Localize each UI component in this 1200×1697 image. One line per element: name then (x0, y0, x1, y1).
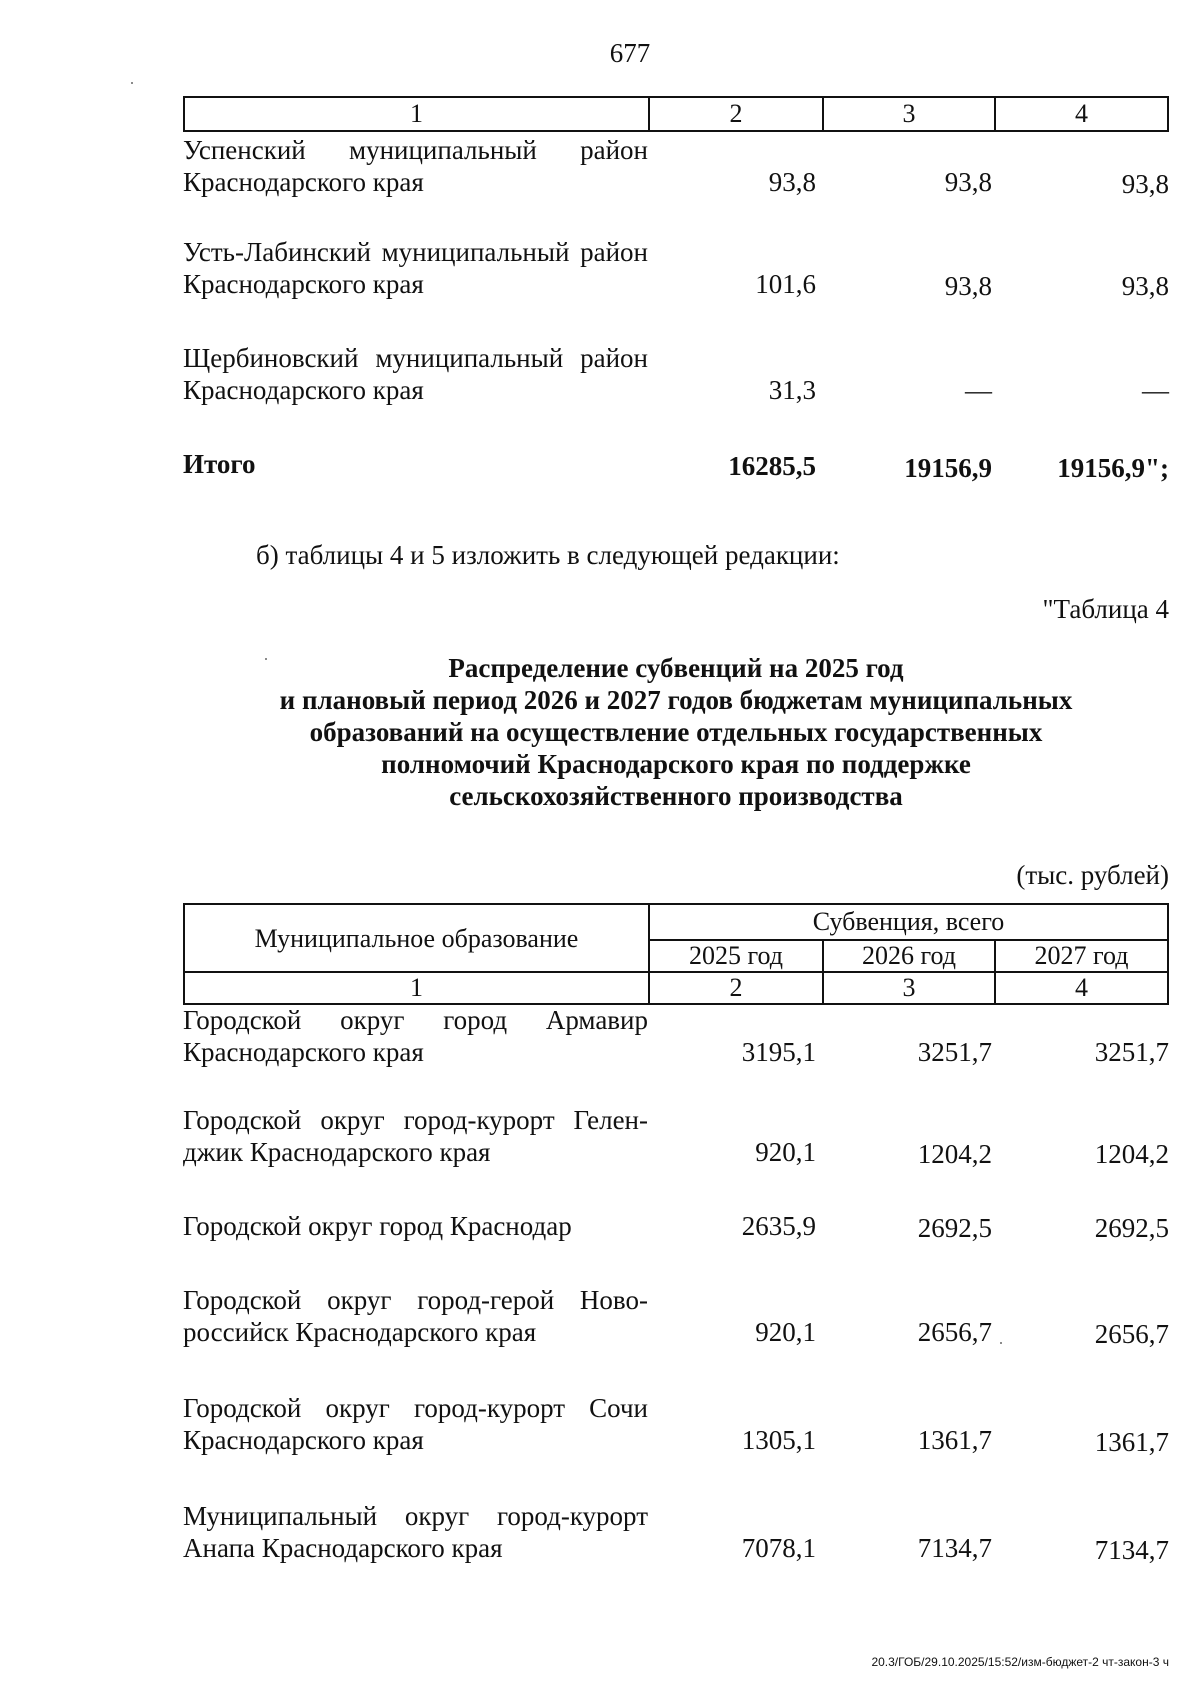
value-2025: 1305,1 (741, 1425, 816, 1455)
municipality-name: Успенский муниципальный район Краснодарского края (183, 135, 648, 197)
value-2027: 93,8 (1121, 271, 1169, 301)
total-label: Итого (183, 449, 256, 479)
value-2026: 2656,7 (917, 1317, 992, 1347)
total-row (183, 448, 1169, 482)
document-footer: 20.3/ГОБ/29.10.2025/15:52/изм-бюджет-2 чт-закон-3 ч (871, 1655, 1169, 1669)
value-2026: 93,8 (944, 271, 992, 301)
units-label: (тыс. рублей) (1016, 860, 1169, 890)
value-2027: — (1142, 375, 1169, 405)
table-title (183, 652, 1169, 812)
value-2025: 7078,1 (741, 1533, 816, 1563)
value-2026: 1204,2 (917, 1139, 992, 1169)
value-2027: 2692,5 (1094, 1213, 1169, 1243)
table-row (183, 236, 1169, 300)
municipality-name: Городской округ город-курорт Сочи Краснодарского края (183, 1393, 648, 1455)
table-row (183, 1210, 1169, 1244)
table-row (183, 1284, 1169, 1348)
table4-header (183, 903, 1169, 1005)
table-row (183, 1392, 1169, 1456)
total-2027: 19156,9"; (1057, 453, 1169, 483)
table-row (183, 134, 1169, 198)
continuation-table-header (183, 96, 1169, 132)
municipality-name: Городской округ город Армавир Краснодарского края (183, 1005, 648, 1067)
value-2025: 920,1 (755, 1137, 816, 1167)
page-number: 677 (609, 38, 651, 68)
column-number-4: 4 (1075, 973, 1088, 1002)
subvention-total-header: Субвенция, всего (650, 905, 1167, 941)
table-row (183, 1500, 1169, 1564)
total-2026: 19156,9 (904, 453, 992, 483)
year-2026-header: 2026 год (824, 941, 996, 973)
value-2026: — (965, 375, 992, 405)
year-2025-header: 2025 год (650, 941, 824, 973)
scan-speck (1000, 1342, 1002, 1344)
value-2025: 101,6 (755, 269, 816, 299)
value-2026: 7134,7 (917, 1533, 992, 1563)
scan-speck (265, 658, 267, 660)
instruction-text: б) таблицы 4 и 5 изложить в следующей редакции: (256, 540, 840, 570)
municipality-name: Щербиновский муниципальный район Краснодарского края (183, 343, 648, 405)
value-2026: 1361,7 (917, 1425, 992, 1455)
municipality-name: Городской округ город Краснодар (183, 1211, 572, 1241)
table-reference: "Таблица 4 (1042, 594, 1169, 624)
total-2025: 16285,5 (728, 451, 816, 481)
scan-speck (131, 82, 133, 84)
title-line: и плановый период 2026 и 2027 годов бюджетам муниципальных (279, 685, 1073, 715)
column-number-1: 1 (185, 973, 650, 1003)
value-2026: 3251,7 (917, 1037, 992, 1067)
value-2025: 31,3 (768, 375, 816, 405)
value-2025: 2635,9 (741, 1211, 816, 1241)
column-number-2: 2 (650, 973, 824, 1003)
title-line: полномочий Краснодарского края по поддержке (381, 749, 971, 779)
value-2025: 3195,1 (741, 1037, 816, 1067)
table-row (183, 1004, 1169, 1068)
value-2027: 2656,7 (1094, 1319, 1169, 1349)
value-2025: 920,1 (755, 1317, 816, 1347)
value-2026: 2692,5 (917, 1213, 992, 1243)
column-number-3: 3 (824, 98, 996, 130)
value-2027: 7134,7 (1094, 1535, 1169, 1565)
value-2027: 1361,7 (1094, 1427, 1169, 1457)
municipality-name: Усть-Лабинский муниципальный район Краснодарского края (183, 237, 648, 299)
column-number-2: 2 (650, 98, 824, 130)
value-2026: 93,8 (944, 167, 992, 197)
title-line: Распределение субвенций на 2025 год (448, 653, 904, 683)
municipality-name: Муниципальный округ город-курорт Анапа Краснодарского края (183, 1501, 648, 1563)
column-number-4: 4 (1075, 99, 1088, 128)
value-2025: 93,8 (768, 167, 816, 197)
municipality-name: Городской округ город-курорт Гелен-джик Краснодарского края (183, 1105, 648, 1167)
column-number-3: 3 (824, 973, 996, 1003)
title-line: сельскохозяйственного производства (449, 781, 903, 811)
municipality-name: Городской округ город-герой Ново-российск Краснодарского края (183, 1285, 648, 1347)
municipality-column-header: Муниципальное образование (185, 905, 650, 973)
value-2027: 3251,7 (1094, 1037, 1169, 1067)
title-line: образований на осуществление отдельных государственных (309, 717, 1043, 747)
table-row (183, 342, 1169, 406)
value-2027: 93,8 (1121, 169, 1169, 199)
value-2027: 1204,2 (1094, 1139, 1169, 1169)
column-number-1: 1 (185, 98, 650, 130)
year-2027-header: 2027 год (996, 941, 1167, 973)
table-row (183, 1104, 1169, 1168)
